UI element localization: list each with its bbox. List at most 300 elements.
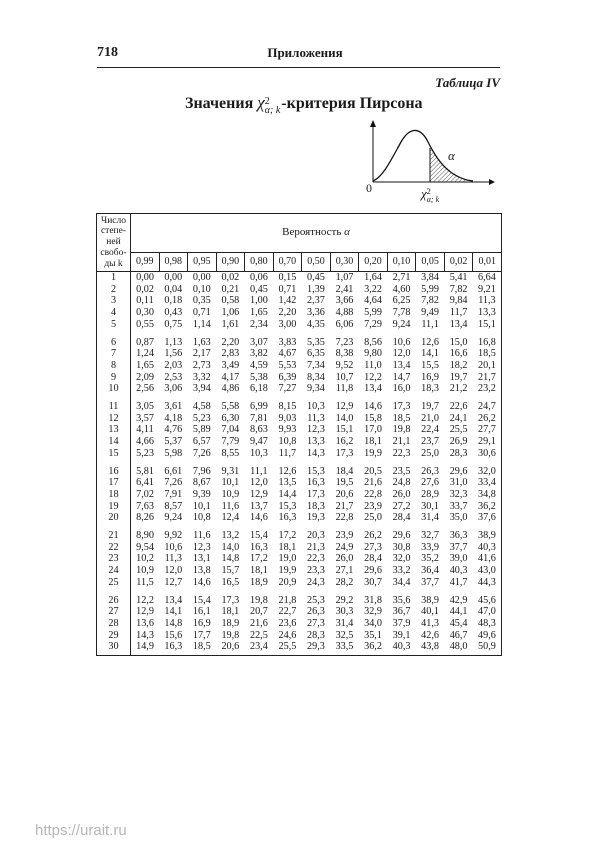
- critical-value-cell: 36,4: [421, 565, 439, 577]
- figure-alpha-label: α: [448, 148, 455, 163]
- critical-value-cell: 8,63: [249, 424, 268, 436]
- critical-value-cell: 14,0: [335, 412, 354, 424]
- critical-value-cell: 11,6: [193, 530, 211, 542]
- critical-value-cell: 2,56: [136, 383, 154, 395]
- critical-value-cell: 45,6: [473, 589, 502, 607]
- critical-value-cell: 0,30: [136, 307, 154, 319]
- critical-value-cell: 36,7: [392, 606, 411, 618]
- critical-value-cell: 18,3: [421, 383, 439, 395]
- critical-value-cell: 18,1: [364, 436, 382, 448]
- critical-value-cell: 0,71: [278, 283, 297, 295]
- table-row: [97, 477, 502, 489]
- critical-value-cell: 21,1: [392, 436, 411, 448]
- critical-value-cell: 1,61: [221, 318, 240, 330]
- critical-value-cell: 48,3: [473, 618, 502, 630]
- degrees-of-freedom-cell: 7: [97, 348, 131, 360]
- critical-value-cell: 11,3: [164, 553, 183, 565]
- critical-value-cell: 13,7: [249, 500, 268, 512]
- critical-value-cell: 28,2: [335, 576, 354, 588]
- table-row: [97, 307, 502, 319]
- k-header-line: ней: [106, 237, 121, 248]
- critical-value-cell: 8,55: [221, 447, 240, 459]
- critical-value-cell: 7,26: [164, 477, 183, 489]
- degrees-of-freedom-cell: 18: [97, 489, 131, 501]
- critical-value-cell: 10,1: [221, 477, 240, 489]
- critical-value-cell: 15,4: [192, 594, 211, 606]
- critical-value-cell: 42,6: [421, 629, 439, 641]
- probability-column-header: 0,01: [473, 253, 502, 272]
- probability-header-text: Вероятность: [282, 226, 345, 239]
- degrees-of-freedom-cell: 1: [97, 272, 131, 284]
- critical-value-cell: 4,59: [249, 359, 268, 371]
- critical-value-cell: 0,45: [307, 272, 325, 283]
- critical-value-cell: 1,56: [164, 348, 183, 360]
- critical-value-cell: 22,6: [449, 401, 468, 413]
- critical-value-cell: 23,9: [335, 530, 354, 542]
- critical-value-cell: 0,58: [221, 295, 240, 307]
- table-row: [97, 413, 502, 425]
- critical-value-cell: 17,3: [307, 488, 325, 500]
- critical-value-cell: 6,99: [249, 401, 268, 413]
- figure-quantile-superscript: 2: [426, 187, 431, 196]
- critical-value-cell: 23,9: [364, 500, 382, 512]
- critical-value-cell: 2,09: [136, 371, 154, 383]
- critical-value-cell: 8,15: [278, 401, 297, 413]
- figure-quantile-symbol: χ: [421, 186, 427, 201]
- critical-value-cell: 14,6: [249, 512, 268, 524]
- critical-value-cell: 29,3: [302, 641, 331, 655]
- critical-value-cell: 18,9: [249, 576, 268, 588]
- title-superscript: 2: [264, 96, 270, 107]
- critical-value-cell: 48,0: [444, 641, 473, 655]
- critical-value-cell: 38,9: [473, 524, 502, 542]
- critical-value-cell: 32,0: [392, 553, 411, 565]
- critical-value-cell: 1,63: [192, 336, 211, 348]
- critical-value-cell: 3,61: [164, 401, 183, 413]
- critical-value-cell: 0,35: [192, 295, 211, 307]
- critical-value-cell: 17,3: [392, 401, 411, 413]
- probability-column-header: 0,05: [416, 253, 445, 272]
- degrees-of-freedom-cell: 26: [97, 589, 131, 607]
- critical-value-cell: 26,3: [421, 465, 439, 477]
- degrees-of-freedom-cell: 21: [97, 524, 131, 542]
- probability-column-header: 0,10: [387, 253, 416, 272]
- critical-value-cell: 16,2: [335, 436, 354, 448]
- critical-value-cell: 10,9: [221, 488, 240, 500]
- figure-origin-label: 0: [366, 181, 372, 195]
- critical-value-cell: 15,0: [449, 336, 468, 348]
- probability-column-header: 0,99: [131, 253, 160, 272]
- critical-value-cell: 0,45: [249, 283, 268, 295]
- critical-value-cell: 10,9: [136, 565, 154, 577]
- critical-value-cell: 11,5: [136, 576, 154, 588]
- critical-value-cell: 4,64: [364, 295, 382, 307]
- critical-value-cell: 49,6: [473, 630, 502, 642]
- figure-quantile-indices: [427, 188, 439, 204]
- critical-value-cell: 13,2: [221, 530, 240, 542]
- critical-value-cell: 0,71: [192, 307, 211, 319]
- critical-value-cell: 30,3: [335, 606, 354, 618]
- critical-value-cell: 3,94: [192, 383, 211, 395]
- chi-square-density-figure: [355, 120, 495, 210]
- critical-value-cell: 37,6: [473, 512, 502, 524]
- critical-value-cell: 46,7: [449, 629, 468, 641]
- critical-value-cell: 7,29: [364, 318, 382, 330]
- critical-value-cell: 28,9: [421, 488, 439, 500]
- critical-value-cell: 14,8: [221, 553, 240, 565]
- critical-value-cell: 11,0: [364, 359, 382, 371]
- critical-value-cell: 12,4: [221, 512, 240, 524]
- probability-column-header: 0,98: [159, 253, 188, 272]
- critical-value-cell: 7,78: [392, 307, 411, 319]
- critical-value-cell: 18,3: [307, 500, 325, 512]
- critical-value-cell: 8,57: [164, 500, 183, 512]
- critical-value-cell: 50,9: [473, 641, 502, 655]
- critical-value-cell: 33,9: [421, 541, 439, 553]
- critical-value-cell: 20,6: [335, 488, 354, 500]
- critical-value-cell: 2,20: [278, 307, 297, 319]
- critical-value-cell: 19,7: [449, 371, 468, 383]
- degrees-of-freedom-cell: 16: [97, 460, 131, 478]
- critical-value-cell: 17,0: [364, 424, 382, 436]
- probability-column-header: 0,95: [188, 253, 217, 272]
- critical-value-cell: 22,5: [249, 629, 268, 641]
- critical-value-cell: 12,9: [335, 401, 354, 413]
- critical-value-cell: 7,82: [449, 283, 468, 295]
- critical-value-cell: 16,9: [421, 371, 439, 383]
- degrees-of-freedom-cell: 27: [97, 606, 131, 618]
- critical-value-cell: 18,1: [249, 565, 268, 577]
- critical-value-cell: 44,3: [473, 577, 502, 589]
- degrees-of-freedom-cell: 6: [97, 331, 131, 349]
- critical-value-cell: 23,2: [473, 383, 502, 395]
- critical-value-cell: 35,2: [421, 553, 439, 565]
- critical-value-cell: 9,52: [335, 359, 354, 371]
- critical-value-cell: 29,6: [392, 530, 411, 542]
- degrees-of-freedom-cell: 8: [97, 360, 131, 372]
- critical-value-cell: 5,98: [164, 447, 183, 459]
- figure-quantile-label: [421, 186, 439, 204]
- critical-value-cell: 18,9: [221, 617, 240, 629]
- probability-column-header: 0,50: [302, 253, 331, 272]
- critical-value-cell: 23,4: [245, 641, 274, 655]
- critical-value-cell: 8,26: [136, 512, 154, 524]
- critical-value-cell: 20,9: [278, 576, 297, 588]
- critical-value-cell: 1,65: [249, 307, 268, 319]
- critical-value-cell: 28,4: [364, 553, 382, 565]
- critical-value-cell: 2,34: [249, 318, 268, 330]
- critical-value-cell: 3,49: [221, 359, 240, 371]
- critical-value-cell: 7,96: [192, 465, 211, 477]
- critical-value-cell: 39,1: [392, 629, 411, 641]
- critical-value-cell: 12,7: [164, 576, 183, 588]
- probability-column-header: 0,20: [359, 253, 388, 272]
- critical-value-cell: 1,07: [335, 272, 354, 283]
- critical-value-cell: 43,8: [416, 641, 445, 655]
- critical-value-cell: 0,10: [192, 283, 211, 295]
- critical-value-cell: 13,6: [136, 617, 154, 629]
- probability-column-header: 0,02: [444, 253, 473, 272]
- critical-value-cell: 0,18: [164, 295, 183, 307]
- critical-value-cell: 16,9: [192, 617, 211, 629]
- critical-value-cell: 27,6: [421, 477, 439, 489]
- title-prefix: Значения: [185, 95, 258, 112]
- critical-value-cell: 17,3: [221, 594, 240, 606]
- k-header-line: Число: [101, 215, 126, 226]
- critical-value-cell: 41,6: [473, 553, 502, 565]
- table-row: [97, 331, 502, 349]
- critical-value-cell: 36,2: [359, 641, 388, 655]
- critical-value-cell: 37,7: [421, 576, 439, 588]
- critical-value-cell: 10,6: [392, 336, 411, 348]
- critical-value-cell: 39,0: [449, 553, 468, 565]
- critical-value-cell: 2,41: [335, 283, 354, 295]
- critical-value-cell: 10,7: [335, 371, 354, 383]
- critical-value-cell: 12,2: [136, 594, 154, 606]
- critical-value-cell: 21,8: [278, 594, 297, 606]
- critical-value-cell: 29,2: [335, 594, 354, 606]
- critical-value-cell: 33,2: [392, 565, 411, 577]
- table-row: [97, 565, 502, 577]
- k-header-line: степе-: [100, 226, 127, 237]
- critical-value-cell: 2,53: [164, 371, 183, 383]
- critical-value-cell: 0,00: [192, 272, 211, 283]
- critical-value-cell: 23,7: [421, 436, 439, 448]
- table-row: [97, 524, 502, 542]
- critical-value-cell: 7,27: [278, 383, 297, 395]
- critical-value-cell: 32,0: [473, 460, 502, 478]
- critical-value-cell: 26,9: [449, 436, 468, 448]
- page-number: 718: [97, 45, 118, 60]
- critical-value-cell: 25,0: [364, 512, 382, 524]
- critical-value-cell: 9,24: [392, 318, 411, 330]
- critical-value-cell: 14,3: [136, 629, 154, 641]
- critical-value-cell: 4,60: [392, 283, 411, 295]
- critical-value-cell: 31,0: [449, 477, 468, 489]
- critical-value-cell: 5,81: [136, 465, 154, 477]
- critical-value-cell: 34,4: [392, 576, 411, 588]
- critical-value-cell: 28,3: [307, 629, 325, 641]
- critical-value-cell: 0,02: [221, 272, 240, 283]
- critical-value-cell: 4,58: [192, 401, 211, 413]
- table-row: [97, 641, 502, 655]
- table-row: [97, 272, 502, 284]
- critical-value-cell: 0,55: [136, 318, 154, 330]
- critical-value-cell: 18,1: [221, 606, 240, 618]
- critical-value-cell: 11,3: [307, 412, 325, 424]
- probability-column-header: 0,90: [216, 253, 245, 272]
- figure-quantile-subscript: α; k: [426, 195, 440, 204]
- critical-value-cell: 4,66: [136, 436, 154, 448]
- critical-value-cell: 3,82: [249, 348, 268, 360]
- header-rule: [97, 67, 500, 68]
- critical-value-cell: 21,6: [249, 617, 268, 629]
- table-row: [97, 360, 502, 372]
- critical-value-cell: 9,80: [364, 348, 382, 360]
- critical-value-cell: 14,1: [421, 348, 439, 360]
- critical-value-cell: 9,34: [307, 383, 325, 395]
- critical-value-cell: 13,3: [307, 436, 325, 448]
- critical-value-cell: 27,7: [473, 424, 502, 436]
- critical-value-cell: 4,18: [164, 412, 183, 424]
- degrees-of-freedom-cell: 17: [97, 477, 131, 489]
- degrees-of-freedom-cell: 15: [97, 448, 131, 460]
- critical-value-cell: 32,7: [421, 530, 439, 542]
- critical-value-cell: 24,3: [307, 576, 325, 588]
- k-header-line: свобо-: [100, 247, 127, 258]
- critical-value-cell: 28,3: [449, 447, 468, 459]
- degrees-of-freedom-cell: 29: [97, 630, 131, 642]
- critical-value-cell: 12,3: [192, 541, 211, 553]
- critical-value-cell: 14,3: [307, 447, 325, 459]
- critical-value-cell: 3,07: [249, 336, 268, 348]
- critical-value-cell: 26,3: [307, 606, 325, 618]
- critical-value-cell: 20,5: [364, 465, 382, 477]
- critical-value-cell: 9,93: [278, 424, 297, 436]
- critical-value-cell: 32,3: [449, 488, 468, 500]
- critical-value-cell: 6,41: [136, 477, 154, 489]
- critical-value-cell: 9,31: [221, 465, 240, 477]
- critical-value-cell: 31,8: [364, 594, 382, 606]
- critical-value-cell: 15,4: [249, 530, 268, 542]
- critical-value-cell: 15,6: [164, 629, 183, 641]
- degrees-of-freedom-cell: 22: [97, 542, 131, 554]
- critical-value-cell: 3,32: [192, 371, 211, 383]
- critical-value-cell: 15,3: [307, 465, 325, 477]
- critical-value-cell: 7,91: [164, 488, 183, 500]
- critical-value-cell: 21,7: [335, 500, 354, 512]
- critical-value-cell: 47,0: [473, 606, 502, 618]
- critical-value-cell: 27,1: [335, 565, 354, 577]
- critical-value-cell: 30,1: [421, 500, 439, 512]
- critical-value-cell: 4,67: [278, 348, 297, 360]
- critical-value-cell: 35,1: [364, 629, 382, 641]
- critical-value-cell: 28,4: [392, 512, 411, 524]
- critical-value-cell: 0,21: [221, 283, 240, 295]
- critical-value-cell: 4,88: [335, 307, 354, 319]
- degrees-of-freedom-cell: 24: [97, 565, 131, 577]
- critical-value-cell: 14,6: [364, 401, 382, 413]
- critical-value-cell: 11,3: [473, 295, 502, 307]
- critical-value-cell: 8,67: [192, 477, 211, 489]
- critical-value-cell: 14,8: [164, 617, 183, 629]
- critical-value-cell: 6,35: [307, 348, 325, 360]
- critical-value-cell: 24,7: [473, 395, 502, 413]
- critical-value-cell: 15,5: [421, 359, 439, 371]
- critical-value-cell: 4,35: [307, 318, 325, 330]
- critical-value-cell: 6,61: [164, 465, 183, 477]
- critical-value-cell: 5,37: [164, 436, 183, 448]
- critical-value-cell: 11,7: [278, 447, 297, 459]
- critical-value-cell: 19,8: [392, 424, 411, 436]
- critical-value-cell: 26,2: [364, 530, 382, 542]
- critical-value-cell: 44,1: [449, 606, 468, 618]
- critical-value-cell: 9,54: [136, 541, 154, 553]
- critical-value-cell: 18,2: [449, 359, 468, 371]
- critical-value-cell: 25,5: [273, 641, 302, 655]
- critical-value-cell: 22,3: [392, 447, 411, 459]
- degrees-of-freedom-cell: 19: [97, 501, 131, 513]
- critical-value-cell: 8,90: [136, 530, 154, 542]
- critical-value-cell: 2,71: [392, 272, 411, 283]
- critical-value-cell: 12,0: [392, 348, 411, 360]
- running-head: Приложения: [267, 45, 343, 60]
- table-row: [97, 553, 502, 565]
- title-subscript: α; k: [264, 105, 281, 116]
- table-row: [97, 448, 502, 460]
- degrees-of-freedom-header: [97, 214, 131, 272]
- critical-value-cell: 2,17: [192, 348, 211, 360]
- critical-value-cell: 38,9: [421, 594, 439, 606]
- critical-value-cell: 19,3: [307, 512, 325, 524]
- degrees-of-freedom-cell: 30: [97, 641, 131, 655]
- critical-value-cell: 7,82: [421, 295, 439, 307]
- critical-value-cell: 0,02: [136, 283, 154, 295]
- table-row: [97, 395, 502, 413]
- critical-value-cell: 5,23: [192, 412, 211, 424]
- critical-value-cell: 10,8: [278, 436, 297, 448]
- critical-value-cell: 27,3: [364, 541, 382, 553]
- critical-value-cell: 7,23: [335, 336, 354, 348]
- critical-value-cell: 7,81: [249, 412, 268, 424]
- table-row: [97, 319, 502, 331]
- critical-value-cell: 0,15: [278, 272, 297, 283]
- critical-value-cell: 13,4: [364, 383, 382, 395]
- critical-value-cell: 14,9: [131, 641, 160, 655]
- critical-value-cell: 10,1: [192, 500, 211, 512]
- critical-value-cell: 10,3: [249, 447, 268, 459]
- degrees-of-freedom-cell: 2: [97, 284, 131, 296]
- critical-value-cell: 16,3: [278, 512, 297, 524]
- table-title: [185, 93, 423, 115]
- critical-value-cell: 27,3: [307, 617, 325, 629]
- critical-value-cell: 32,9: [364, 606, 382, 618]
- critical-value-cell: 14,7: [392, 371, 411, 383]
- critical-value-cell: 4,86: [221, 383, 240, 395]
- critical-value-cell: 7,63: [136, 500, 154, 512]
- critical-value-cell: 0,11: [136, 295, 154, 307]
- critical-value-cell: 1,14: [192, 318, 211, 330]
- critical-value-cell: 17,2: [249, 553, 268, 565]
- critical-value-cell: 17,7: [192, 629, 211, 641]
- critical-value-cell: 3,05: [136, 401, 154, 413]
- critical-value-cell: 7,02: [136, 488, 154, 500]
- critical-value-cell: 40,3: [449, 565, 468, 577]
- critical-value-cell: 6,57: [192, 436, 211, 448]
- critical-value-cell: 15,3: [278, 500, 297, 512]
- critical-value-cell: 24,1: [449, 412, 468, 424]
- title-suffix: -критерия Пирсона: [281, 95, 423, 112]
- critical-value-cell: 1,39: [307, 283, 325, 295]
- critical-value-cell: 16,3: [249, 541, 268, 553]
- critical-value-cell: 2,73: [192, 359, 211, 371]
- critical-value-cell: 9,03: [278, 412, 297, 424]
- critical-value-cell: 19,8: [221, 629, 240, 641]
- critical-value-cell: 19,5: [335, 477, 354, 489]
- critical-value-cell: 25,5: [449, 424, 468, 436]
- critical-value-cell: 10,6: [164, 541, 183, 553]
- critical-value-cell: 22,8: [364, 488, 382, 500]
- critical-value-cell: 16,3: [307, 477, 325, 489]
- figure-density-curve: [373, 130, 473, 181]
- critical-value-cell: 1,24: [136, 348, 154, 360]
- critical-value-cell: 3,84: [421, 272, 439, 283]
- critical-value-cell: 10,3: [307, 401, 325, 413]
- critical-value-cell: 13,5: [278, 477, 297, 489]
- critical-value-cell: 14,0: [221, 541, 240, 553]
- critical-value-cell: 3,06: [164, 383, 183, 395]
- critical-value-cell: 5,99: [421, 283, 439, 295]
